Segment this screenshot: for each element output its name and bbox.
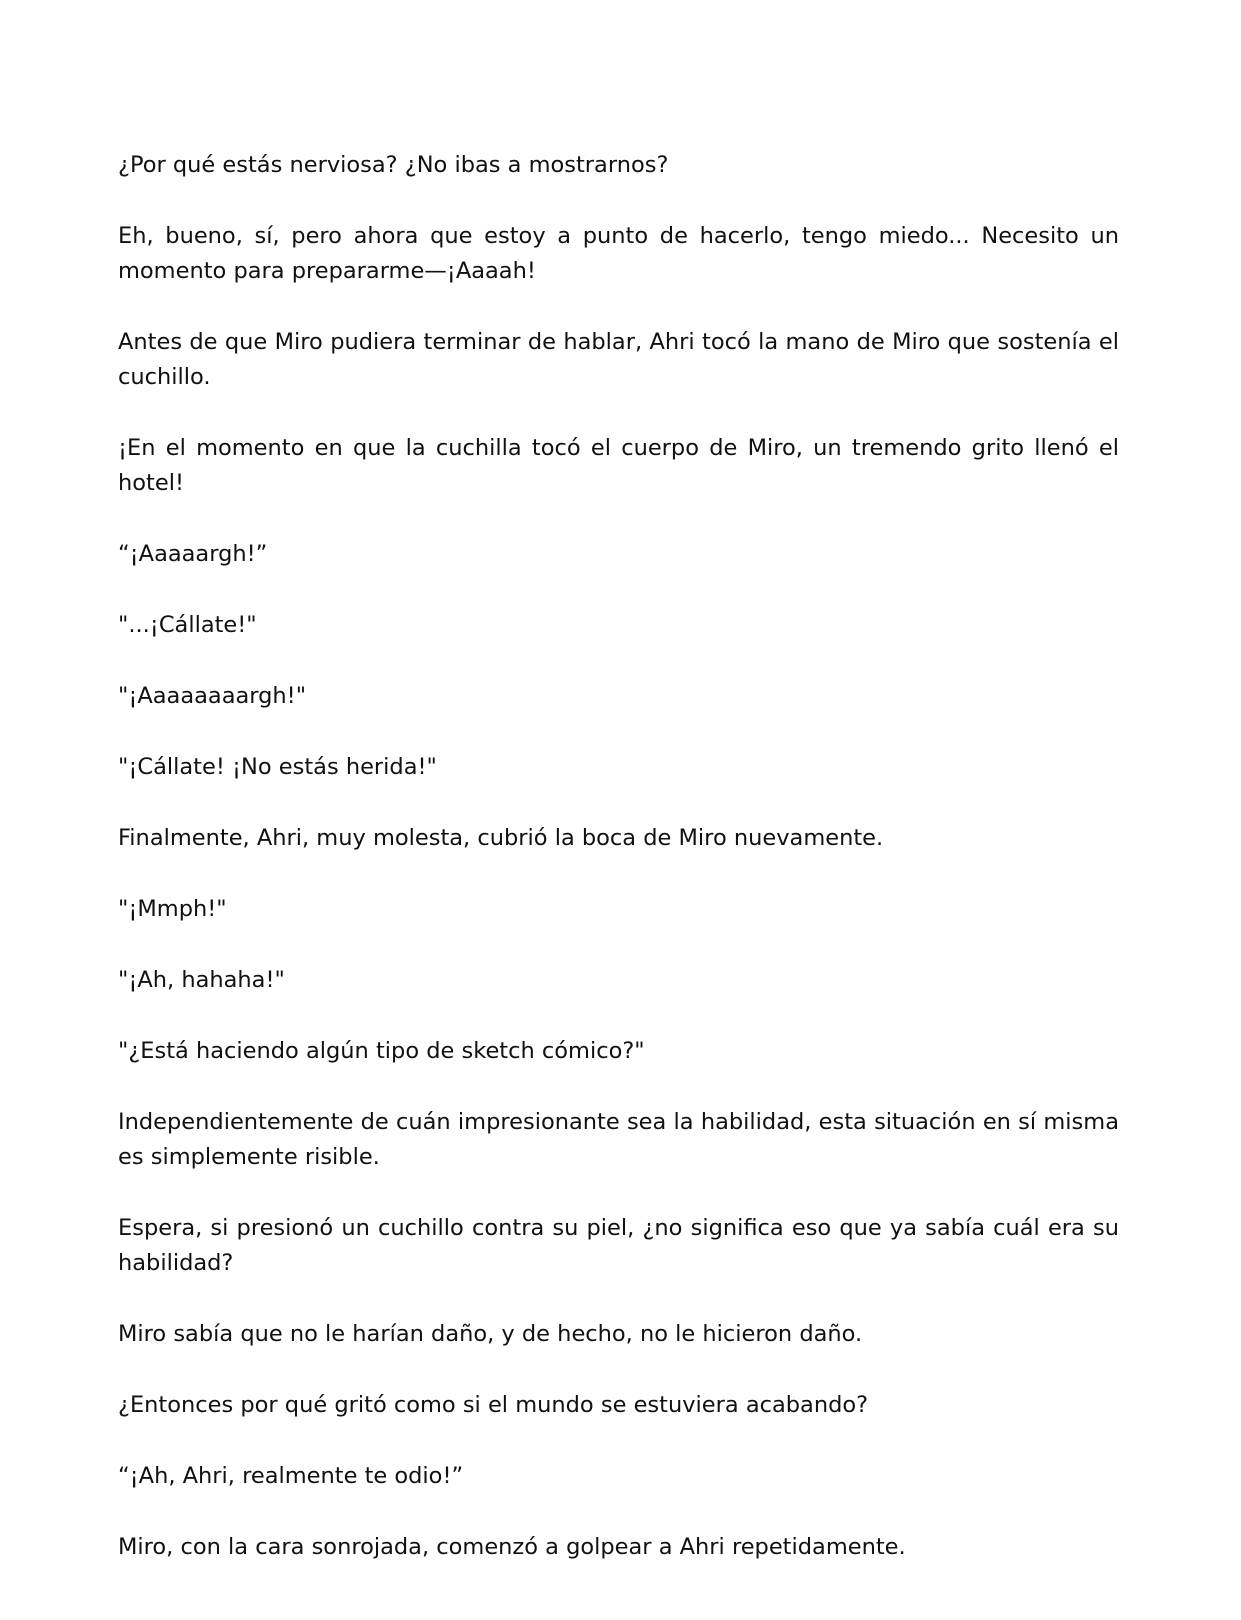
document-page <box>118 148 1119 1601</box>
paragraph: Antes de que Miro pudiera terminar de hablar, Ahri tocó la mano de Miro que sostenía el cuchillo. <box>118 329 1119 390</box>
paragraph: “¡Ah, Ahri, realmente te odio!” <box>118 1463 464 1489</box>
paragraph: ¿Entonces por qué gritó como si el mundo se estuviera acabando? <box>118 1392 869 1418</box>
paragraph: "¡Mmph!" <box>118 896 227 922</box>
paragraph: ¿Por qué estás nerviosa? ¿No ibas a mostrarnos? <box>118 152 669 178</box>
paragraph: Independientemente de cuán impresionante sea la habilidad, esta situación en sí misma es simplemente risible. <box>118 1109 1119 1170</box>
paragraph: "¿Está haciendo algún tipo de sketch cómico?" <box>118 1038 645 1064</box>
paragraph: "¡Ah, hahaha!" <box>118 967 285 993</box>
paragraph: ¡En el momento en que la cuchilla tocó el cuerpo de Miro, un tremendo grito llenó el hotel! <box>118 435 1119 496</box>
paragraph: Miro, con la cara sonrojada, comenzó a golpear a Ahri repetidamente. <box>118 1534 906 1560</box>
paragraph: Eh, bueno, sí, pero ahora que estoy a punto de hacerlo, tengo miedo... Necesito un momento para prepararme—¡Aaaah! <box>118 223 1119 284</box>
paragraph: "¡Aaaaaaaargh!" <box>118 683 307 709</box>
paragraph: Finalmente, Ahri, muy molesta, cubrió la boca de Miro nuevamente. <box>118 825 884 851</box>
paragraph: "...¡Cállate!" <box>118 612 257 638</box>
paragraph: "¡Cállate! ¡No estás herida!" <box>118 754 437 780</box>
paragraph: “¡Aaaaargh!” <box>118 541 268 567</box>
paragraph: Espera, si presionó un cuchillo contra su piel, ¿no significa eso que ya sabía cuál era su habilidad? <box>118 1215 1119 1276</box>
paragraph: Miro sabía que no le harían daño, y de hecho, no le hicieron daño. <box>118 1321 863 1347</box>
